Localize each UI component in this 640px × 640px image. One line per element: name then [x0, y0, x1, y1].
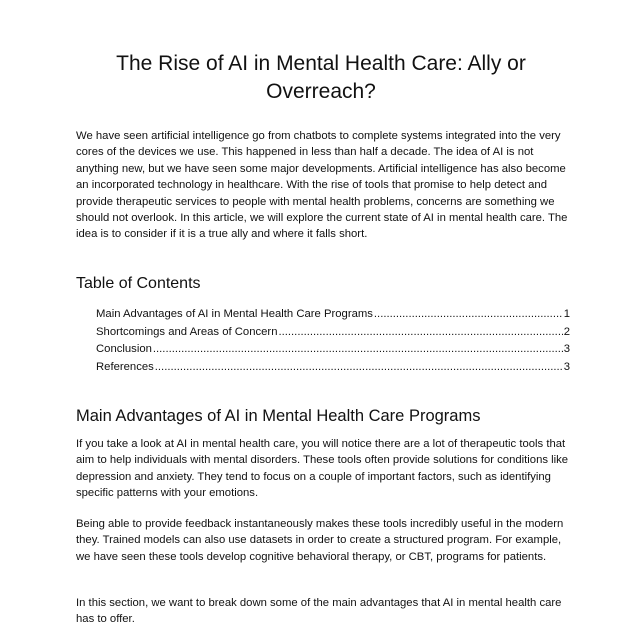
section-paragraph-2: Being able to provide feedback instantaneously makes these tools incredibly useful in the modern they. Trained models can also use datasets in order to create a structured program. For example, we have seen these tools develop cognitive behavioral therapy, or CBT, programs for patients. — [76, 518, 564, 563]
toc-entry-label: Main Advantages of AI in Mental Health Care Programs — [96, 308, 373, 320]
table-of-contents — [96, 306, 570, 376]
section-paragraph-1: If you take a look at AI in mental health care, you will notice there are a lot of therapeutic tools that aim to help individuals with mental disorders. These tools often provide solutions for conditions like depression and anxiety. They tend to focus on a couple of important factors, such as identifying specific patterns with your emotions. — [76, 438, 569, 500]
intro-paragraph: We have seen artificial intelligence go from chatbots to complete systems integrated into the very cores of the devices we use. This happened in less than half a decade. The idea of AI is not anything new, but we have seen some major developments. Artificial intelligence has also become an incorporated technology in healthcare. With the rise of tools that promise to help detect and provide therapeutic services to people with mental health problems, concerns are something we should not overlook. In this article, we will explore the current state of AI in mental health care. The idea is to consider if it is a true ally and where it falls short. — [76, 130, 568, 241]
toc-dot-leader — [278, 324, 562, 342]
toc-entry-label: References — [96, 360, 154, 373]
document-title: The Rise of AI in Mental Health Care: Ally or Overreach? — [116, 52, 526, 103]
toc-entry-shortcomings[interactable] — [96, 324, 570, 342]
toc-entry-conclusion[interactable] — [96, 341, 570, 359]
toc-entry-page: 1 — [563, 308, 570, 320]
toc-entry-page: 3 — [563, 343, 570, 355]
toc-dot-leader — [153, 341, 563, 359]
toc-dot-leader — [374, 306, 563, 324]
toc-heading: Table of Contents — [76, 275, 201, 292]
toc-entry-page: 3 — [563, 360, 570, 373]
section-paragraph-3: In this section, we want to break down some of the main advantages that AI in mental health care has to offer. — [76, 597, 562, 626]
toc-entry-references[interactable] — [96, 359, 570, 377]
toc-entry-label: Conclusion — [96, 343, 152, 355]
toc-entry-main-advantages[interactable] — [96, 306, 570, 324]
toc-entry-label: Shortcomings and Areas of Concern — [96, 325, 278, 338]
toc-entry-page: 2 — [563, 325, 570, 338]
toc-dot-leader — [155, 359, 563, 377]
section-heading: Main Advantages of AI in Mental Health Care Programs — [76, 407, 481, 425]
